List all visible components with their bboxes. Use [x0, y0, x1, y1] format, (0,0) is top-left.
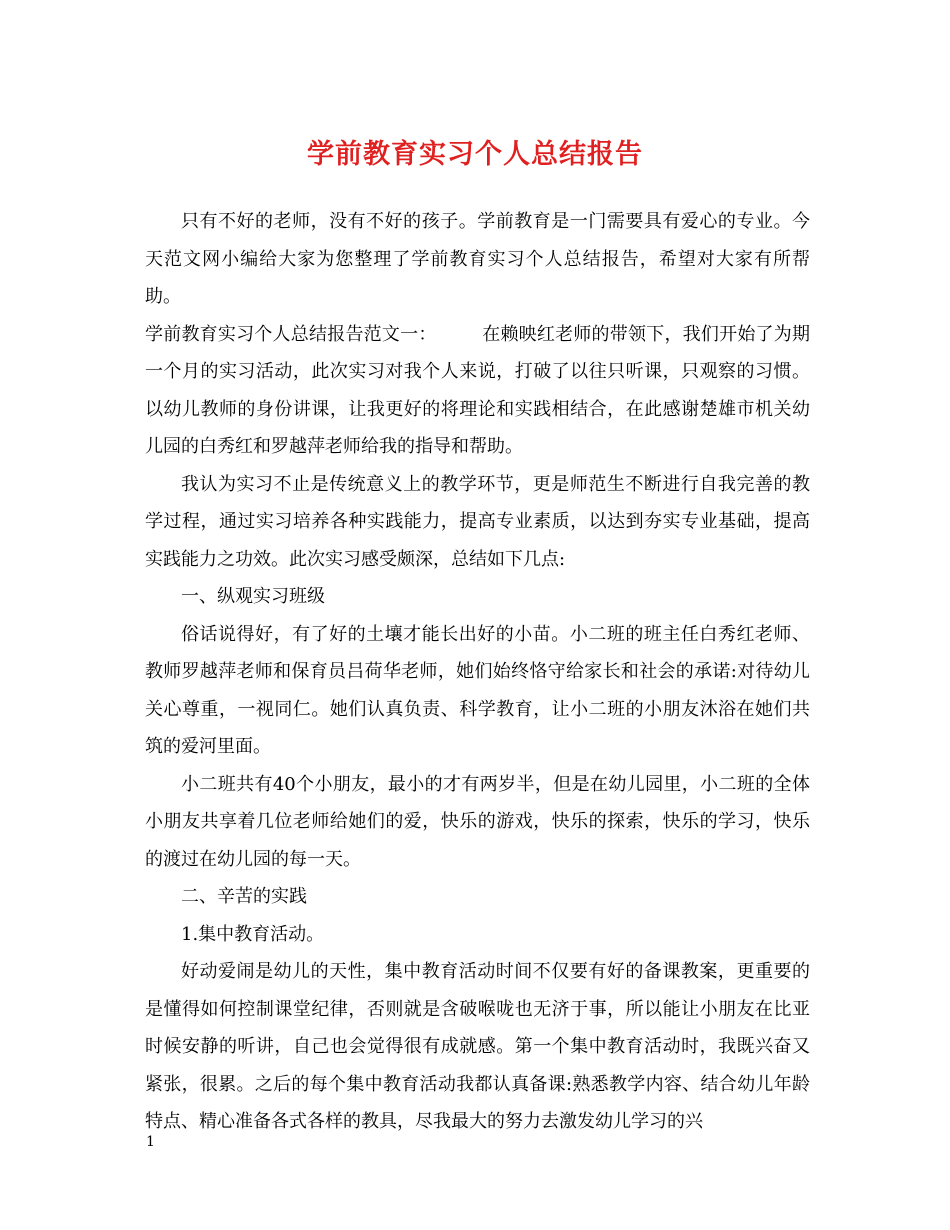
section-heading-practice: 二、辛苦的实践 — [181, 886, 307, 907]
paragraph-class-teachers: 俗话说得好，有了好的土壤才能长出好的小苗。小二班的班主任白秀红老师、教师罗越萍老师和保育员吕荷华老师，她们始终恪守给家长和社会的承诺:对待幼儿关心尊重，一视同仁。她们认真负责、科学教育，让小二班的小朋友沐浴在她们共筑的爱河里面。 — [145, 623, 810, 757]
page-number: 1 — [146, 1134, 155, 1150]
paragraph-intro: 只有不好的老师，没有不好的孩子。学前教育是一门需要具有爱心的专业。今天范文网小编给大家为您整理了学前教育实习个人总结报告，希望对大家有所帮助。 — [145, 211, 810, 307]
section-heading-class-overview: 一、纵观实习班级 — [181, 586, 325, 607]
paragraph-sample-one: 学前教育实习个人总结报告范文一： 在赖映红老师的带领下，我们开始了为期一个月的实习活动，此次实习对我个人来说，打破了以往只听课，只观察的习惯。以幼儿教师的身份讲课，让我更好的将理论和实践相结合，在此感谢楚雄市机关幼儿园的白秀红和罗越萍老师给我的指导和帮助。 — [145, 323, 810, 457]
document-body — [145, 203, 810, 1141]
paragraph-group-activity: 好动爱闹是幼儿的天性，集中教育活动时间不仅要有好的备课教案，更重要的是懂得如何控制课堂纪律，否则就是含破喉咙也无济于事，所以能让小朋友在比亚时候安静的听讲，自己也会觉得很有成就感。第一个集中教育活动时，我既兴奋又紧张，很累。之后的每个集中教育活动我都认真备课:熟悉教学内容、结合幼儿年龄特点、精心准备各式各样的教具，尽我最大的努力去激发幼儿学习的兴 — [145, 961, 810, 1132]
subsection-heading-group-activity: 1.集中教育活动。 — [181, 923, 325, 945]
paragraph-internship-meaning: 我认为实习不止是传统意义上的教学环节，更是师范生不断进行自我完善的教学过程，通过实习培养各种实践能力，提高专业素质，以达到夯实专业基础，提高实践能力之功效。此次实习感受颇深，总结如下几点: — [145, 473, 810, 570]
paragraph-class-children: 小二班共有40个小朋友，最小的才有两岁半，但是在幼儿园里，小二班的全体小朋友共享着几位老师给她们的爱，快乐的游戏，快乐的探索，快乐的学习，快乐的渡过在幼儿园的每一天。 — [145, 773, 810, 870]
document-title: 学前教育实习个人总结报告 — [307, 139, 643, 170]
